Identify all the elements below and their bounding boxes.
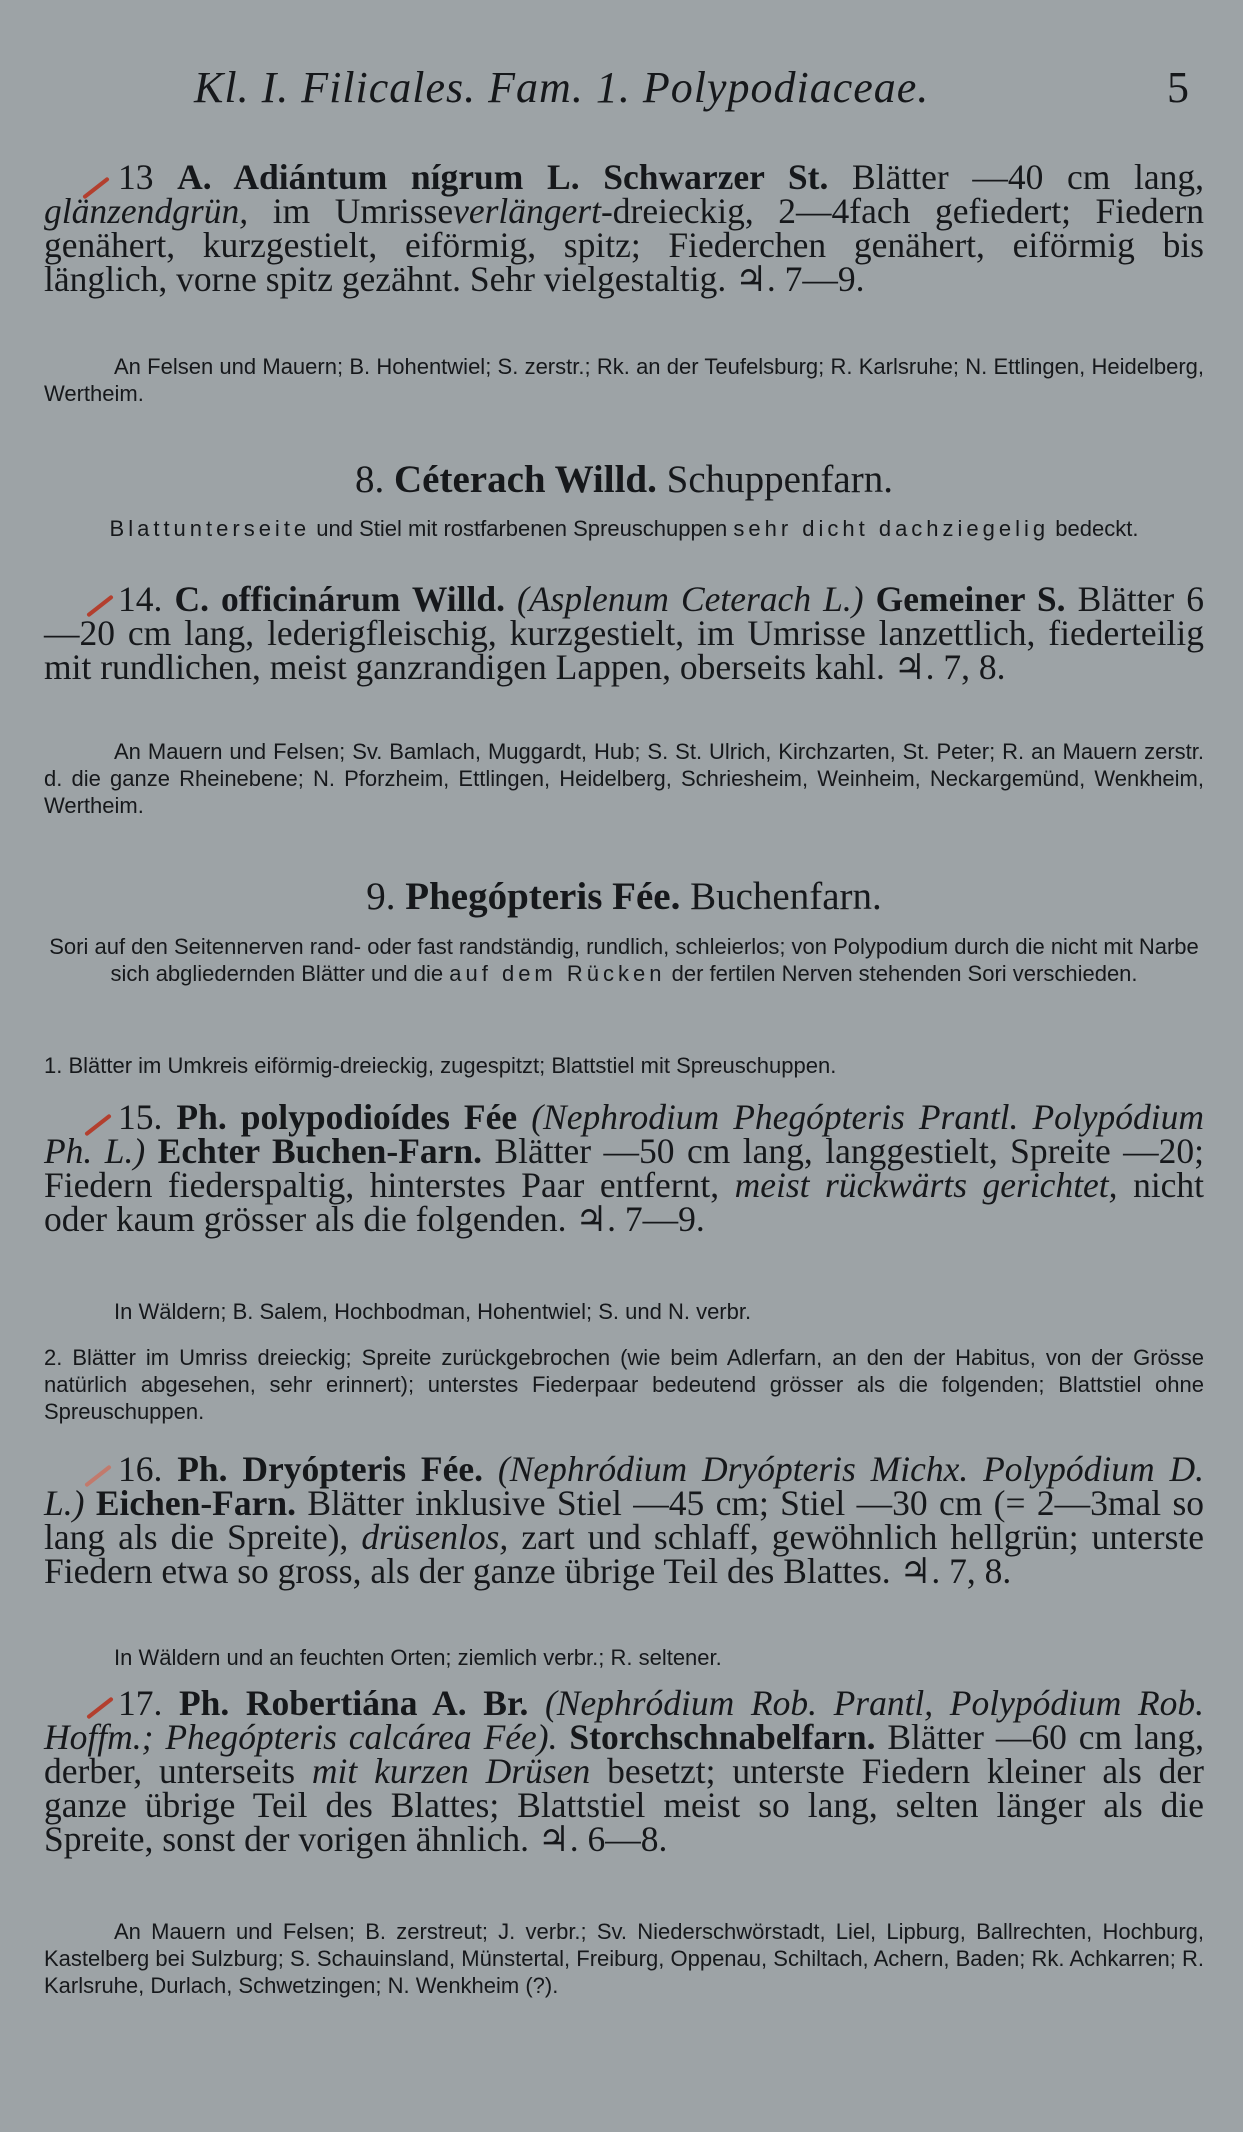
habitat-17: An Mauern und Felsen; B. zerstreut; J. verbr.; Sv. Niederschwörstadt, Liel, Lipburg, Ballrechten, Hochburg, Kastelberg bei Sulzburg; S. Schauinsland, Münstertal, Freiburg, Oppenau, Schiltach, Achern, Baden; Rk. Achkarren; R. Karlsruhe, Durlach, Schwetzingen; N. Wenkheim (?).	[44, 1919, 1204, 1998]
description-spaced: sehr dicht dachziegelig	[733, 516, 1050, 541]
genus-common-name: Buchenfarn.	[690, 875, 882, 918]
description: Blätter —60 cm lang, derber, unterseits	[44, 1717, 1205, 1791]
description: im Umrisse	[272, 191, 454, 231]
entry-15	[44, 1097, 1205, 1239]
genus-name: Phegópteris Fée.	[405, 875, 681, 918]
key-line-2: 2. Blätter im Umriss dreieckig; Spreite zurückgebrochen (wie beim Adlerfarn, an den der Habitus, von der Grösse natürlich abgesehen, sehr erinnert); unterstes Fiederpaar bedeutend grösser als die folgenden; Blattstiel ohne Spreuschuppen.	[44, 1345, 1204, 1424]
description: zart und schlaff, gewöhnlich hellgrün; unterste Fiedern etwa so gross, als der ganze übrige Teil des Blattes. ♃. 7, 8.	[44, 1517, 1205, 1591]
description-emphasis: verlängert	[453, 191, 601, 231]
species-name: Ph. polypodioídes Fée	[176, 1097, 518, 1137]
entry-16	[44, 1449, 1205, 1591]
entry-number: 16.	[118, 1449, 163, 1489]
description-emphasis: glänzendgrün,	[44, 191, 249, 231]
entry-14	[44, 579, 1205, 687]
common-name: Schwarzer St.	[603, 157, 829, 197]
description: bedeckt.	[1055, 516, 1139, 541]
species-name: A. Adiántum nígrum L.	[177, 157, 580, 197]
habitat-13: An Felsen und Mauern; B. Hohentwiel; S. zerstr.; Rk. an der Teufelsburg; R. Karlsruhe; N. Ettlingen, Heidelberg, Wertheim.	[44, 354, 1204, 406]
description: und Stiel mit rostfarbenen Spreuschuppen	[316, 516, 728, 541]
habitat-14: An Mauern und Felsen; Sv. Bamlach, Muggardt, Hub; S. St. Ulrich, Kirchzarten, St. Peter; R. an Mauern zerstr. d. die ganze Rheinebene; N. Pforzheim, Ettlingen, Heidelberg, Schriesheim, Weinheim, Neckargemünd, Wenkheim, Wertheim.	[44, 739, 1204, 818]
synonym: (Nephródium Rob. Prantl, Polypódium Rob. Hoffm.; Phegópteris calcárea Fée).	[44, 1683, 1205, 1757]
genus-name: Céterach Willd.	[394, 458, 657, 501]
entry-number: 17.	[118, 1683, 163, 1723]
common-name: Eichen-Farn.	[95, 1483, 296, 1523]
common-name: Gemeiner S.	[875, 579, 1066, 619]
running-header	[44, 62, 1204, 118]
species-name: Ph. Robertiána A. Br.	[179, 1683, 529, 1723]
common-name: Echter Buchen-Farn.	[157, 1131, 483, 1171]
genus-heading-9	[44, 876, 1204, 918]
description: Blätter inklusive Stiel —45 cm; Stiel —30 cm (= 2—3mal so lang als die Spreite),	[44, 1483, 1205, 1557]
key-line-1: 1. Blätter im Umkreis eiförmig-dreieckig, zugespitzt; Blattstiel mit Spreuschuppen.	[44, 1053, 837, 1078]
common-name: Storchschnabelfarn.	[569, 1717, 876, 1757]
description: Blätter —50 cm lang, langgestielt, Spreite —20; Fiedern fiederspaltig, hinterstes Paar entfernt,	[44, 1131, 1205, 1205]
description: Blätter 6—20 cm lang, lederigfleischig, kurzgestielt, im Umrisse lanzettlich, fiederteilig mit rundlichen, meist ganzrandigen Lappen, oberseits kahl. ♃. 7, 8.	[44, 579, 1205, 687]
habitat-15: In Wäldern; B. Salem, Hochbodman, Hohentwiel; S. und N. verbr.	[114, 1299, 752, 1324]
description-spaced: auf dem Rücken	[449, 961, 666, 986]
genus-number: 8.	[355, 458, 385, 501]
synonym: (Asplenum Ceterach L.)	[517, 579, 864, 619]
genus-8-description	[44, 515, 1204, 542]
synonym: (Nephrodium Phegópteris Prantl. Polypódium Ph. L.)	[44, 1097, 1205, 1171]
synonym: (Nephródium Dryópteris Michx. Polypódium D. L.)	[44, 1449, 1205, 1523]
description: der fertilen Nerven stehenden Sori verschieden.	[671, 961, 1138, 986]
genus-9-description	[44, 933, 1204, 987]
page-number: 5	[1167, 63, 1190, 112]
description-spaced: Blattunterseite	[109, 516, 311, 541]
species-name: Ph. Dryópteris Fée.	[177, 1449, 483, 1489]
entry-13	[44, 157, 1205, 299]
description: Blätter —40 cm lang,	[852, 157, 1205, 197]
description: nicht oder kaum grösser als die folgenden. ♃. 7—9.	[44, 1165, 1205, 1239]
description-emphasis: mit kurzen Drüsen	[311, 1751, 591, 1791]
entry-number: 13	[118, 157, 154, 197]
entry-17	[44, 1683, 1205, 1859]
genus-common-name: Schuppenfarn.	[666, 458, 893, 501]
description: besetzt; unterste Fiedern kleiner als der ganze übrige Teil des Blattes; Blattstiel meist so lang, selten länger als die Spreite, sonst der vorigen ähnlich. ♃. 6—8.	[44, 1751, 1205, 1859]
description: -dreieckig, 2—4fach gefiedert; Fiedern genähert, kurzgestielt, eiförmig, spitz; Fiederchen genähert, eiförmig bis länglich, vorne spitz gezähnt. Sehr vielgestaltig. ♃. 7—9.	[44, 191, 1204, 299]
entry-number: 15.	[118, 1097, 163, 1137]
habitat-16: In Wäldern und an feuchten Orten; ziemlich verbr.; R. seltener.	[114, 1645, 722, 1670]
description-emphasis: drüsenlos,	[361, 1517, 509, 1557]
description-emphasis: meist rückwärts gerichtet,	[734, 1165, 1118, 1205]
genus-heading-8	[44, 459, 1204, 501]
species-name: C. officinárum Willd.	[174, 579, 505, 619]
genus-number: 9.	[366, 875, 396, 918]
header-title: Kl. I. Filicales. Fam. 1. Polypodiaceae.	[194, 63, 930, 112]
description: Sori auf den Seitennerven rand- oder fast randständig, rundlich, schleierlos; von Polypodium durch die nicht mit Narbe sich abgliedernden Blätter und die	[49, 934, 1199, 986]
entry-number: 14.	[118, 579, 163, 619]
